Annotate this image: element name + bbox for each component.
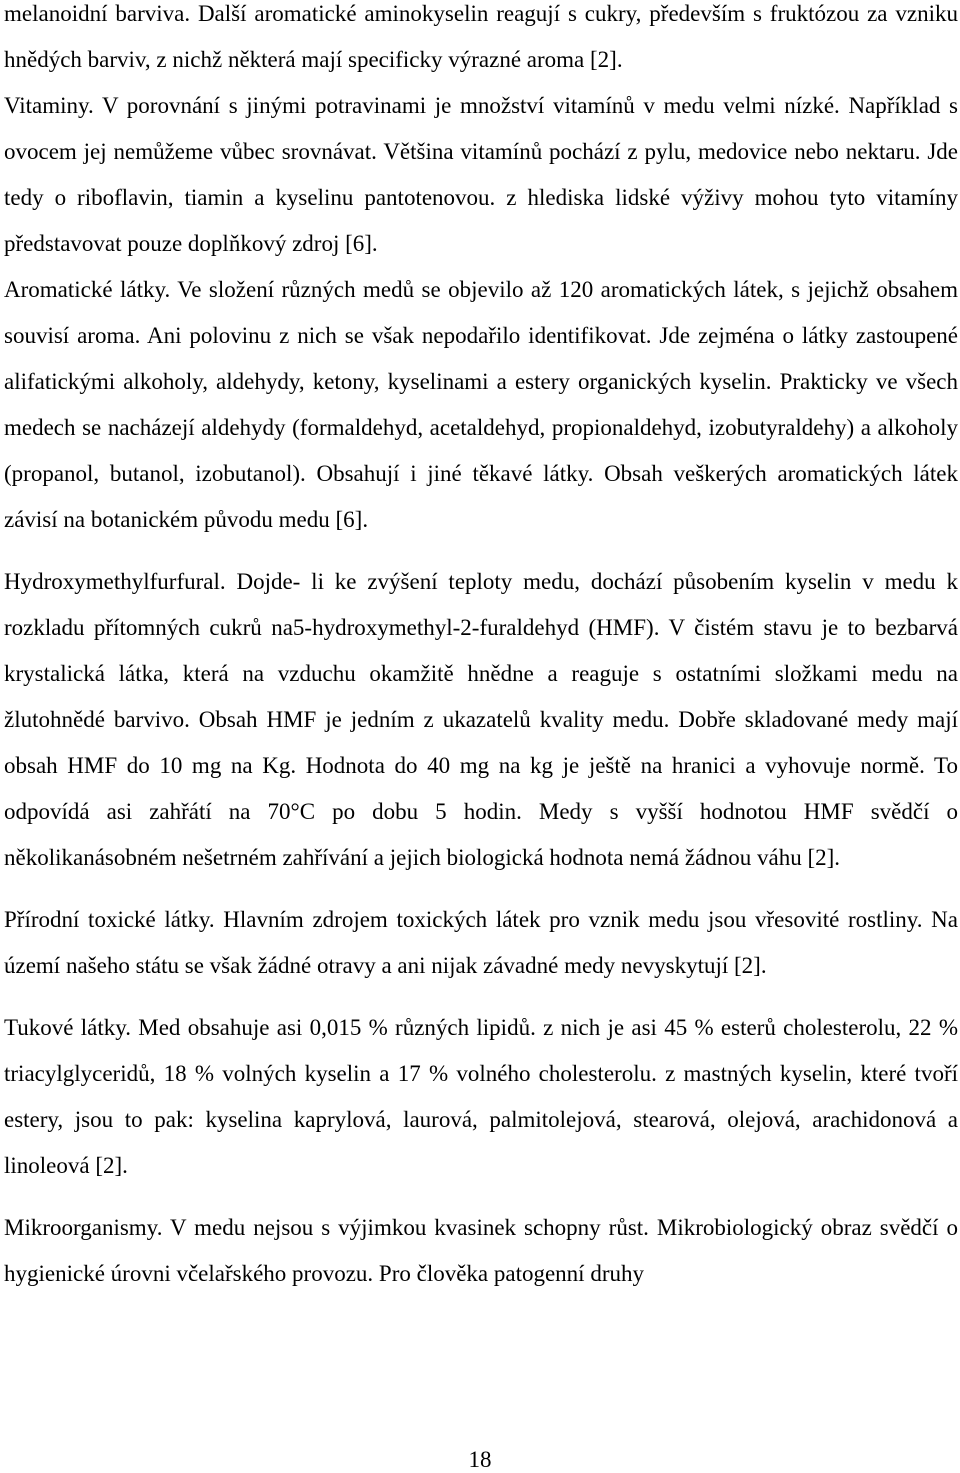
paragraph-tukove-latky: Tukové látky. Med obsahuje asi 0,015 % různých lipidů. z nich je asi 45 % esterů cholesterolu, 22 % triacylglyceridů, 18 % volných kyselin a 17 % volného cholesterolu. z mastných kyselin, které tvoří estery, jsou to pak: kyselina kaprylová, laurová, palmitolejová, stearová, olejová, arachidonová a linoleová [2].	[4, 1015, 958, 1178]
paragraph-prirodni-toxicke-latky: Přírodní toxické látky. Hlavním zdrojem toxických látek pro vznik medu jsou vřesovité rostliny. Na území našeho státu se však žádné otravy a ani nijak závadné medy nevyskytují [2].	[4, 907, 958, 978]
paragraph-vitaminy: Vitaminy. V porovnání s jinými potravinami je množství vitamínů v medu velmi nízké. Například s ovocem jej nemůžeme vůbec srovnávat. Většina vitamínů pochází z pylu, medovice nebo nektaru. Jde tedy o riboflavin, tiamin a kyselinu pantotenovou. z hlediska lidské výživy mohou tyto vitamíny představovat pouze doplňkový zdroj [6].	[4, 93, 958, 256]
paragraph-aromaticke-latky: Aromatické látky. Ve složení různých medů se objevilo až 120 aromatických látek, s jejichž obsahem souvisí aroma. Ani polovinu z nich se však nepodařilo identifikovat. Jde zejména o látky zastoupené alifatickými alkoholy, aldehydy, ketony, kyselinami a estery organických kyselin. Prakticky ve všech medech se nacházejí aldehydy (formaldehyd, acetaldehyd, propionaldehyd, izobutyraldehy) a alkoholy (propanol, butanol, izobutanol). Obsahují i jiné těkavé látky. Obsah veškerých aromatických látek závisí na botanickém původu medu [6].	[4, 277, 958, 532]
paragraph-melanoidni: melanoidní barviva. Další aromatické aminokyselin reagují s cukry, především s fruktózou za vzniku hnědých barviv, z nichž některá mají specificky výrazné aroma [2].	[4, 1, 958, 72]
page-number: 18	[468, 1447, 492, 1472]
paragraph-hydroxymethylfurfural: Hydroxymethylfurfural. Dojde- li ke zvýšení teploty medu, dochází působením kyselin v medu k rozkladu přítomných cukrů na5-hydroxymethyl-2-furaldehyd (HMF). V čistém stavu je to bezbarvá krystalická látka, která na vzduchu okamžitě hnědne a reaguje s ostatními složkami medu na žlutohnědé barvivo. Obsah HMF je jedním z ukazatelů kvality medu. Dobře skladované medy mají obsah HMF do 10 mg na Kg. Hodnota do 40 mg na kg je ještě na hranici a vyhovuje normě. To odpovídá asi zahřátí na 70°C po dobu 5 hodin. Medy s vyšší hodnotou HMF svědčí o několikanásobném nešetrném zahřívání a jejich biologická hodnota nemá žádnou váhu [2].	[4, 569, 958, 870]
paragraph-mikroorganismy: Mikroorganismy. V medu nejsou s výjimkou kvasinek schopny růst. Mikrobiologický obraz svědčí o hygienické úrovni včelařského provozu. Pro člověka patogenní druhy	[4, 1215, 958, 1286]
document-page	[4, 0, 958, 1297]
